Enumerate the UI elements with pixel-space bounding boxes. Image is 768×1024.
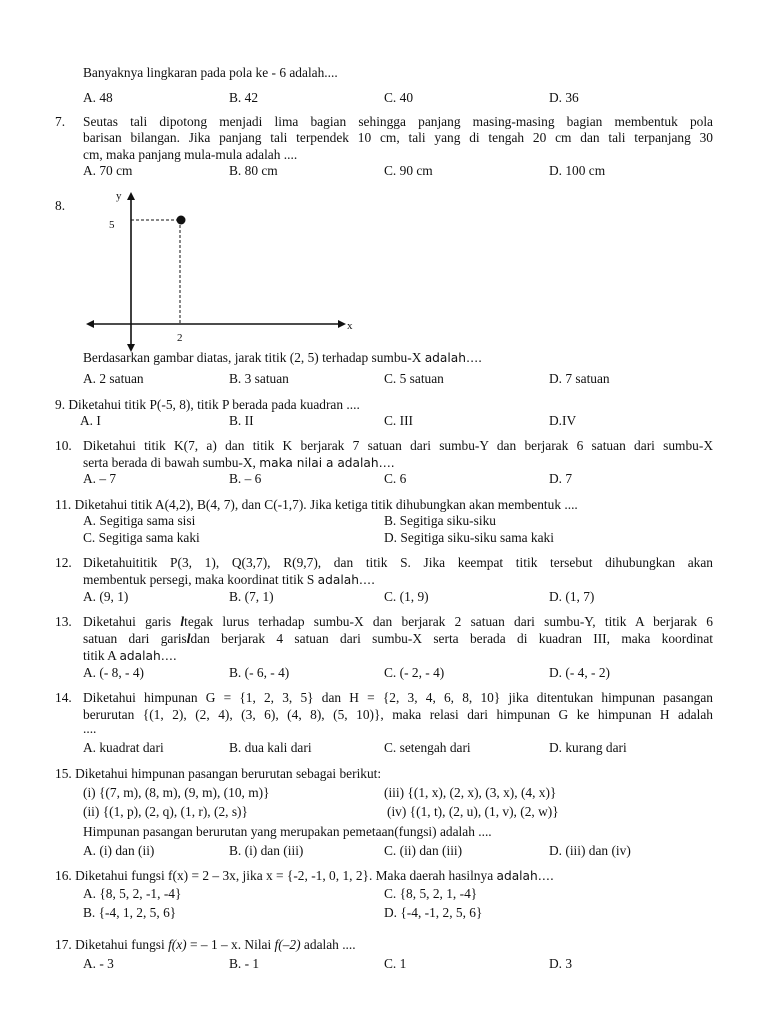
q7-option-c: C. 90 cm	[384, 163, 433, 178]
q10-line-2-tail: maka nilai a adalah….	[259, 456, 395, 470]
q16-stem-tail: adalah….	[496, 869, 554, 883]
point-2-5	[177, 216, 186, 225]
q14-option-a: A. kuadrat dari	[83, 740, 164, 755]
q9-option-b: B. II	[229, 413, 254, 428]
q13-line-3-main: titik A	[83, 648, 120, 663]
q11-stem: 11. Diketahui titik A(4,2), B(4, 7), dan C(-1,7). Jika ketiga titik dihubungkan akan membentuk ....	[55, 497, 578, 512]
q12-option-b: B. (7, 1)	[229, 589, 274, 604]
q10-line-1: Diketahui titik K(7, a) dan titik K berjarak 7 satuan dari sumbu-Y dan berjarak 6 satuan dari sumbu-X	[83, 438, 713, 453]
q14-number: 14.	[55, 690, 72, 705]
q15-option-d: D. (iii) dan (iv)	[549, 843, 631, 858]
q17-stem	[55, 938, 356, 951]
q15-item-iv: (iv) {(1, t), (2, u), (1, v), (2, w)}	[387, 804, 559, 819]
x-tick-2: 2	[177, 332, 183, 344]
q11-option-c: C. Segitiga sama kaki	[83, 530, 200, 545]
coordinate-graph	[80, 186, 370, 356]
q13-line-1	[83, 615, 713, 628]
q17-option-b: B. - 1	[229, 956, 260, 971]
q8-option-c: C. 5 satuan	[384, 371, 444, 386]
q13-line-2-b: dan berjarak 4 satuan dari sumbu-X serta berada di kuadran III, maka koordinat	[190, 631, 713, 646]
q10-option-d: D. 7	[549, 471, 573, 486]
q15-item-iii: (iii) {(1, x), (2, x), (3, x), (4, x)}	[384, 785, 557, 800]
q13-option-a: A. (- 8, - 4)	[83, 665, 144, 680]
q10-line-2	[83, 456, 395, 469]
q17-stem-3: = – 1 – x. Nilai	[186, 937, 275, 952]
q13-line-l-symbol: l	[180, 614, 185, 629]
x-axis-label: x	[347, 320, 353, 332]
q8-option-d: D. 7 satuan	[549, 371, 610, 386]
q16-option-b: B. {-4, 1, 2, 5, 6}	[83, 905, 177, 920]
q8-stem	[83, 351, 482, 364]
q7-option-b: B. 80 cm	[229, 163, 278, 178]
q16-option-d: D. {-4, -1, 2, 5, 6}	[384, 905, 483, 920]
q13-line-l-symbol-2: l	[186, 631, 191, 646]
q15-option-c: C. (ii) dan (iii)	[384, 843, 463, 858]
q13-line-3-tail: adalah….	[119, 649, 177, 663]
y-tick-5: 5	[109, 219, 115, 231]
q12-line-2-main: membentuk persegi, maka koordinat titik S	[83, 572, 318, 587]
q9-option-c: C. III	[384, 413, 414, 428]
q8-stem-main: Berdasarkan gambar diatas, jarak titik (2, 5) terhadap sumbu-X	[83, 350, 425, 365]
q16-stem-main: 16. Diketahui fungsi f(x) = 2 – 3x, jika x = {-2, -1, 0, 1, 2}. Maka daerah hasilnya	[55, 868, 497, 883]
q13-number: 13.	[55, 614, 72, 629]
q13-line-2-a: satuan dari garis	[83, 631, 187, 646]
q8-option-b: B. 3 satuan	[229, 371, 289, 386]
q17-stem-1: 17. Diketahui fungsi	[55, 937, 169, 952]
q12-option-d: D. (1, 7)	[549, 589, 595, 604]
q14-option-c: C. setengah dari	[384, 740, 471, 755]
q15-item-ii: (ii) {(1, p), (2, q), (1, r), (2, s)}	[83, 804, 248, 819]
q17-option-d: D. 3	[549, 956, 573, 971]
q9-option-d: D.IV	[549, 413, 577, 428]
q12-number: 12.	[55, 555, 72, 570]
q12-line-1: Diketahuititik P(3, 1), Q(3,7), R(9,7), dan titik S. Jika keempat titik tersebut dihubungkan akan	[83, 555, 713, 570]
q10-line-2-main: serta berada di bawah sumbu-X,	[83, 455, 260, 470]
q8-stem-tail: adalah….	[424, 351, 483, 365]
q10-option-b: B. – 6	[229, 471, 262, 486]
q16-option-a: A. {8, 5, 2, -1, -4}	[83, 886, 182, 901]
q8-number: 8.	[55, 198, 66, 213]
q13-option-c: C. (- 2, - 4)	[384, 665, 445, 680]
q12-line-2	[83, 573, 375, 586]
q11-option-a: A. Segitiga sama sisi	[83, 513, 196, 528]
q12-option-a: A. (9, 1)	[83, 589, 129, 604]
q11-option-d: D. Segitiga siku-siku sama kaki	[384, 530, 554, 545]
q12-option-c: C. (1, 9)	[384, 589, 429, 604]
q11-option-b: B. Segitiga siku-siku	[384, 513, 496, 528]
q14-line-1: Diketahui himpunan G = {1, 2, 3, 5} dan H = {2, 3, 4, 6, 8, 10} jika ditentukan himpunan pasangan	[83, 690, 713, 705]
q15-option-a: A. (i) dan (ii)	[83, 843, 155, 858]
q6-stem: Banyaknya lingkaran pada pola ke - 6 adalah....	[83, 65, 338, 80]
q6-option-a: A. 48	[83, 90, 113, 105]
q15-stem: 15. Diketahui himpunan pasangan berurutan sebagai berikut:	[55, 766, 382, 781]
q9-option-a: A. I	[80, 413, 101, 428]
q6-option-d: D. 36	[549, 90, 579, 105]
q7-number: 7.	[55, 114, 66, 129]
q17-stem-5: adalah ....	[300, 937, 356, 952]
q14-option-d: D. kurang dari	[549, 740, 627, 755]
q13-line-2	[83, 632, 713, 645]
q13-line-1-a: Diketahui garis	[83, 614, 181, 629]
q6-option-c: C. 40	[384, 90, 414, 105]
q15-option-b: B. (i) dan (iii)	[229, 843, 304, 858]
q13-line-1-b: tegak lurus terhadap sumbu-X dan berjarak 2 satuan dari sumbu-Y, titik A berjarak 6	[184, 614, 713, 629]
q14-line-2: berurutan {(1, 2), (2, 4), (3, 6), (4, 8), (5, 10)}, maka relasi dari himpunan G ke himpunan H adalah	[83, 707, 713, 722]
q17-function-value: f(–2)	[274, 937, 301, 952]
q8-option-a: A. 2 satuan	[83, 371, 144, 386]
q13-line-3	[83, 649, 177, 662]
y-axis-label: y	[116, 190, 122, 202]
q14-option-b: B. dua kali dari	[229, 740, 312, 755]
q12-line-2-tail: adalah….	[317, 573, 375, 587]
q7-line-3: cm, maka panjang mula-mula adalah ....	[83, 147, 298, 162]
q13-option-b: B. (- 6, - 4)	[229, 665, 290, 680]
q9-stem: 9. Diketahui titik P(-5, 8), titik P berada pada kuadran ....	[55, 397, 360, 412]
q13-option-d: D. (- 4, - 2)	[549, 665, 610, 680]
q16-option-c: C. {8, 5, 2, 1, -4}	[384, 886, 478, 901]
q6-option-b: B. 42	[229, 90, 259, 105]
q15-item-i: (i) {(7, m), (8, m), (9, m), (10, m)}	[83, 785, 270, 800]
q7-option-d: D. 100 cm	[549, 163, 606, 178]
q17-option-a: A. - 3	[83, 956, 114, 971]
q10-number: 10.	[55, 438, 72, 453]
q16-stem	[55, 869, 554, 882]
q15-question: Himpunan pasangan berurutan yang merupakan pemetaan(fungsi) adalah ....	[83, 824, 492, 839]
q14-line-3: ....	[83, 721, 97, 736]
q17-option-c: C. 1	[384, 956, 407, 971]
q7-option-a: A. 70 cm	[83, 163, 133, 178]
q7-line-2: barisan bilangan. Jika panjang tali terpendek 10 cm, tali yang di tengah 20 cm dan tali terpanjang 30	[83, 130, 713, 145]
q7-line-1: Seutas tali dipotong menjadi lima bagian sehingga panjang masing-masing bagian membentuk pola	[83, 114, 713, 129]
q10-option-c: C. 6	[384, 471, 407, 486]
q17-function-fx: f(x)	[168, 937, 187, 952]
q10-option-a: A. – 7	[83, 471, 117, 486]
